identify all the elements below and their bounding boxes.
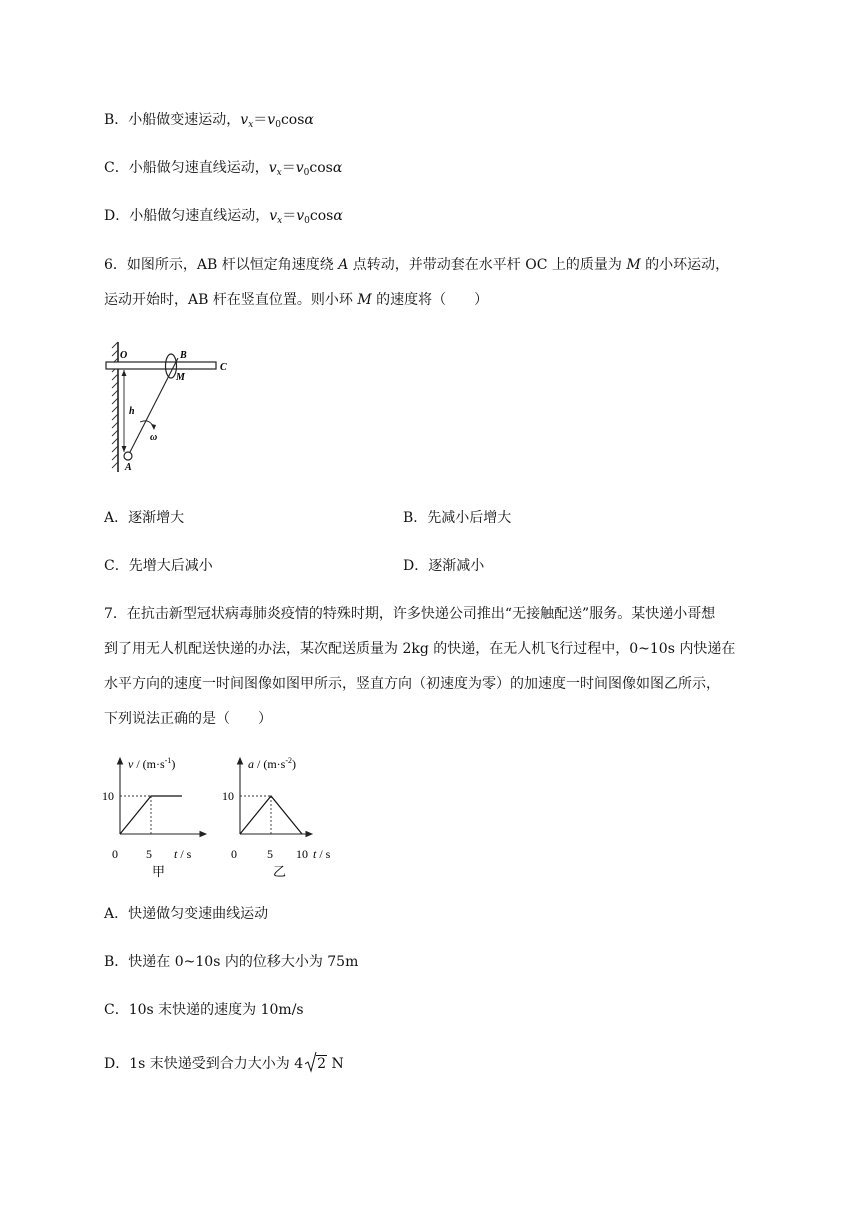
label-omega: ω <box>150 432 158 443</box>
wall-hatching <box>112 342 118 468</box>
x-tick-label-5: 5 <box>267 847 273 861</box>
chart-velocity-time <box>100 748 220 884</box>
q5-option-c: C．小船做匀速直线运动，$v_x=v_0\cos\alpha$ <box>104 160 343 178</box>
q6-stem-line1: 6．如图所示，AB 杆以恒定角速度绕 A 点转动，并带动套在水平杆 OC 上的质量为 M 的小环运动， <box>104 257 730 273</box>
q6-option-a: A．逐渐增大 <box>104 510 185 526</box>
q6-stem-line2: 运动开始时，AB 杆在竖直位置。则小环 M 的速度将（ ） <box>104 292 489 308</box>
x-axis-label: t / s <box>174 847 192 861</box>
q7-option-b: B．快递在 0~10s 内的位移大小为 75m <box>104 954 359 970</box>
label-o: O <box>120 350 128 361</box>
x-tick-label-5: 5 <box>146 847 152 861</box>
q5-option-b: B．小船做变速运动，$v_x=v_0\cos\alpha$ <box>104 112 314 130</box>
x-tick-label-0: 0 <box>231 847 237 861</box>
x-tick-label-0: 0 <box>112 847 118 861</box>
sqrt-sign <box>305 1051 317 1073</box>
label-m: M <box>176 372 185 383</box>
q7-option-a: A．快递做匀变速曲线运动 <box>104 906 269 922</box>
label-a: A <box>125 462 132 473</box>
pivot-a <box>124 452 132 460</box>
q7-stem-line4: 下列说法正确的是（ ） <box>104 711 272 727</box>
q6-option-c: C．先增大后减小 <box>104 558 213 574</box>
chart-acceleration-time <box>218 748 348 884</box>
q5-option-d: D．小船做匀速直线运动，$v_x=v_0\cos\alpha$ <box>104 208 343 226</box>
q7-stem-line3: 水平方向的速度一时间图像如图甲所示，竖直方向（初速度为零）的加速度一时间图像如图乙所示， <box>104 676 720 692</box>
x-tick-label-10: 10 <box>296 847 308 861</box>
q7-option-d: D．1s 末快递受到合力大小为 4 2 N <box>104 1054 344 1074</box>
q7-stem-line2: 到了用无人机配送快递的办法，某次配送质量为 2kg 的快递，在无人机飞行过程中，0~10s 内快递在 <box>104 641 736 657</box>
label-h: h <box>129 406 135 417</box>
y-axis-label: $v / (m\cdot s^{-1})$ <box>128 756 176 771</box>
q6-figure <box>100 336 240 476</box>
y-tick-label: 10 <box>222 789 234 803</box>
sqrt-expression: 2 <box>305 1054 327 1074</box>
q6-option-d: D．逐渐减小 <box>403 558 485 574</box>
q7-stem-line1: 7．在抗击新型冠状病毒肺炎疫情的特殊时期，许多快递公司推出“无接触配送”服务。某快递小哥想 <box>104 606 716 622</box>
y-tick-label: 10 <box>102 789 114 803</box>
label-b: B <box>180 350 187 361</box>
chart-caption: 甲 <box>152 864 166 879</box>
rod-oc <box>106 362 216 369</box>
y-axis-label: $a / (m\cdot s^{-2})$ <box>248 756 297 771</box>
chart-caption: 乙 <box>273 864 287 879</box>
label-c: C <box>220 362 227 373</box>
x-axis-label: t / s <box>313 847 331 861</box>
q7-option-c: C．10s 末快递的速度为 10m/s <box>104 1002 304 1018</box>
q6-option-b: B．先减小后增大 <box>403 510 512 526</box>
